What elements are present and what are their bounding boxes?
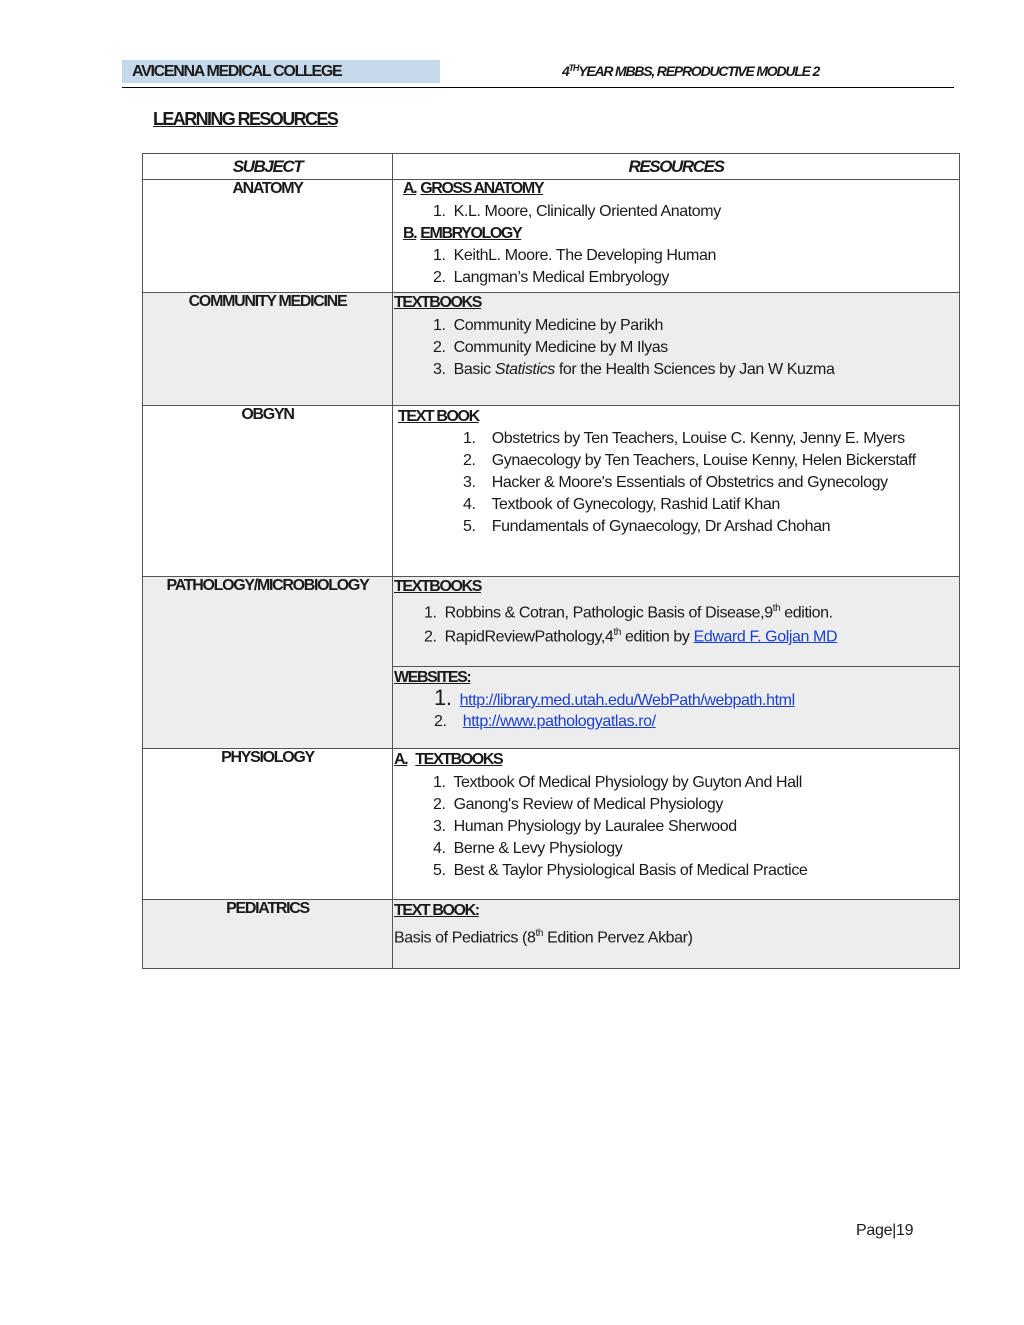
heading-text-book: TEXT BOOK: bbox=[394, 902, 479, 919]
resources-physiology bbox=[393, 749, 960, 900]
list-item: 2. Community Medicine by M Ilyas bbox=[433, 339, 668, 356]
pathologyatlas-link[interactable]: http://www.pathologyatlas.ro/ bbox=[462, 713, 656, 730]
table-row bbox=[143, 406, 960, 577]
table-row bbox=[143, 293, 960, 406]
heading-textbooks: TEXTBOOKS bbox=[415, 751, 503, 768]
list-item: Basis of Pediatrics (8th Edition Pervez Akbar) bbox=[394, 928, 693, 947]
list-item: 4. Berne & Levy Physiology bbox=[433, 840, 623, 857]
heading-embryology: EMBRYOLOGY bbox=[420, 225, 522, 242]
table-row bbox=[143, 180, 960, 293]
list-item: 1. Community Medicine by Parikh bbox=[433, 317, 663, 334]
webpath-link[interactable]: http://library.med.utah.edu/WebPath/webpath.html bbox=[459, 692, 795, 709]
resources-table bbox=[142, 153, 960, 969]
author-link[interactable]: Edward F. Goljan MD bbox=[693, 628, 838, 646]
label-a: A. bbox=[403, 180, 417, 197]
table-row bbox=[143, 577, 960, 749]
list-item: 2. Langman’s Medical Embryology bbox=[433, 269, 669, 286]
resources-community-medicine bbox=[393, 293, 960, 406]
list-item: 1. Robbins & Cotran, Pathologic Basis of Disease,9th edition. bbox=[424, 603, 833, 622]
list-item: 2. Ganong's Review of Medical Physiology bbox=[433, 796, 723, 813]
list-item: 2. RapidReviewPathology,4th edition by Edward F. Goljan MD bbox=[424, 627, 838, 646]
subject-physiology: PHYSIOLOGY bbox=[143, 749, 393, 900]
list-item: 2. Gynaecology by Ten Teachers, Louise Kenny, Helen Bickerstaff bbox=[463, 452, 916, 469]
list-item: 1. Obstetrics by Ten Teachers, Louise C. Kenny, Jenny E. Myers bbox=[463, 430, 905, 447]
heading-websites: WEBSITES: bbox=[394, 669, 471, 686]
heading-text-book: TEXT BOOK bbox=[398, 408, 479, 425]
resources-obgyn bbox=[393, 406, 960, 577]
resources-column-header: RESOURCES bbox=[393, 154, 960, 180]
list-item: 3. Human Physiology by Lauralee Sherwood bbox=[433, 818, 737, 835]
subject-column-header: SUBJECT bbox=[143, 154, 393, 180]
subject-obgyn: OBGYN bbox=[143, 406, 393, 577]
table-row bbox=[143, 749, 960, 900]
list-item: 3. Basic Statistics for the Health Sciences by Jan W Kuzma bbox=[433, 361, 835, 378]
table-row bbox=[143, 900, 960, 969]
list-item: 2. http://www.pathologyatlas.ro/ bbox=[434, 713, 656, 730]
resources-anatomy bbox=[393, 180, 960, 293]
list-item: 3. Hacker & Moore's Essentials of Obstetrics and Gynecology bbox=[463, 474, 888, 491]
list-item: 4. Textbook of Gynecology, Rashid Latif Khan bbox=[463, 496, 780, 513]
subject-community-medicine: COMMUNITY MEDICINE bbox=[143, 293, 393, 406]
list-item: 5. Best & Taylor Physiological Basis of Medical Practice bbox=[433, 862, 808, 879]
label-a: A. bbox=[394, 751, 408, 768]
list-item: 5. Fundamentals of Gynaecology, Dr Arshad Chohan bbox=[463, 518, 831, 535]
college-name: AVICENNA MEDICAL COLLEGE bbox=[122, 60, 440, 83]
header-divider bbox=[122, 87, 954, 88]
list-item: 1. KeithL. Moore. The Developing Human bbox=[433, 247, 716, 264]
heading-gross-anatomy: GROSS ANATOMY bbox=[420, 180, 544, 197]
resources-pathology-microbiology bbox=[393, 577, 960, 749]
subject-pediatrics: PEDIATRICS bbox=[143, 900, 393, 969]
websites-divider bbox=[392, 666, 960, 667]
list-item: 1. http://library.med.utah.edu/WebPath/webpath.html bbox=[434, 685, 795, 710]
subject-pathology-microbiology: PATHOLOGY/MICROBIOLOGY bbox=[143, 577, 393, 749]
heading-textbooks: TEXTBOOKS bbox=[394, 294, 481, 311]
list-item: 1. K.L. Moore, Clinically Oriented Anatomy bbox=[433, 203, 721, 220]
label-b: B. bbox=[403, 225, 417, 242]
table-header-row bbox=[143, 154, 960, 180]
section-title: LEARNING RESOURCES bbox=[153, 109, 338, 129]
subject-anatomy: ANATOMY bbox=[143, 180, 393, 293]
heading-textbooks: TEXTBOOKS bbox=[394, 578, 481, 595]
page-number: Page|19 bbox=[856, 1222, 914, 1239]
list-item: 1. Textbook Of Medical Physiology by Guyton And Hall bbox=[433, 774, 802, 791]
resources-pediatrics bbox=[393, 900, 960, 969]
module-title: 4THYEAR MBBS, REPRODUCTIVE MODULE 2 bbox=[562, 63, 820, 79]
